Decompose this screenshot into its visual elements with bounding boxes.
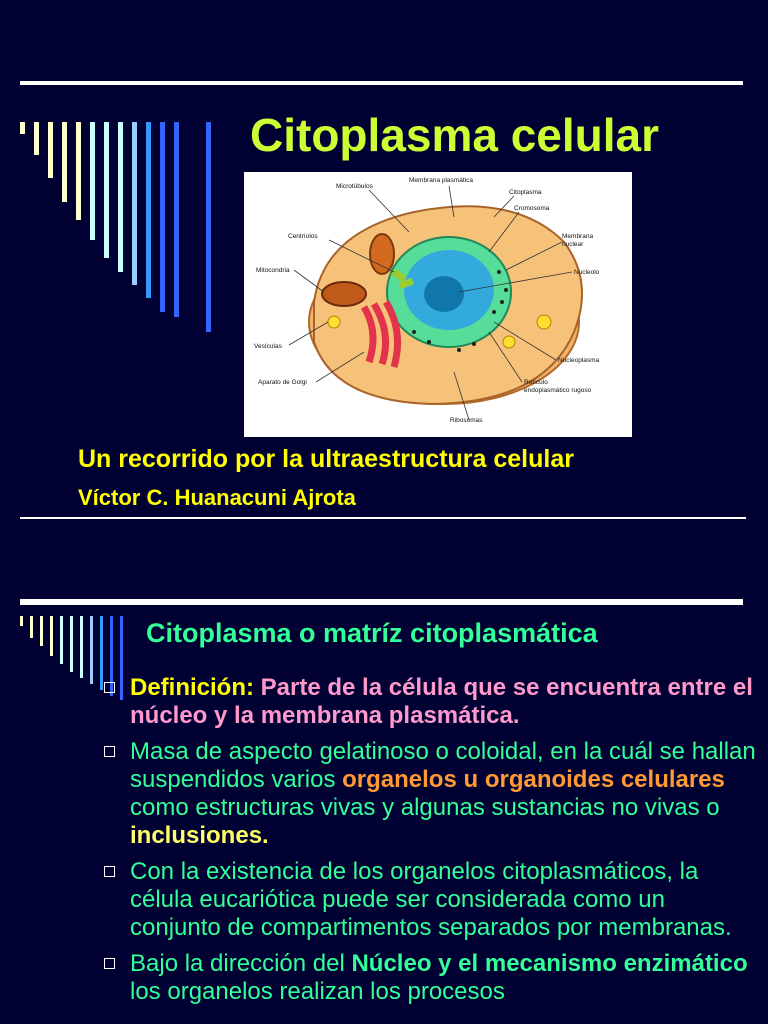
- bullet-span: Definición:: [130, 674, 261, 701]
- label-microtubulos: Microtúbulos: [336, 183, 373, 190]
- bar: [20, 616, 23, 626]
- bullet-span: los organelos realizan los procesos: [130, 978, 505, 1005]
- bar: [160, 122, 165, 312]
- bullet-span: Núcleo y el mecanismo enzimático: [351, 950, 748, 977]
- cell-diagram: [244, 172, 632, 437]
- label-aparato-golgi: Aparato de Golgi: [258, 379, 307, 386]
- slide-2: [0, 570, 768, 1024]
- label-nucleolo: Nucleolo: [574, 269, 600, 276]
- label-centriolos: Centríolos: [288, 233, 318, 240]
- bullet-span: organelos u organoides celulares: [342, 766, 725, 793]
- bar: [174, 122, 179, 317]
- label-citoplasma: Citoplasma: [509, 189, 542, 196]
- bar: [48, 122, 53, 178]
- top-rule: [20, 599, 743, 605]
- bullet-span: como estructuras vivas y algunas sustancias no vivas o: [130, 794, 720, 821]
- bullet-item: [100, 674, 760, 730]
- label-membrana-nuclear-2: nuclear: [562, 241, 584, 248]
- bullet-span: Parte de la célula que se encuentra entre el núcleo y la membrana plasmática.: [130, 674, 753, 729]
- bar: [40, 616, 43, 646]
- bar: [90, 122, 95, 240]
- bullet-item: [100, 738, 760, 850]
- bar: [62, 122, 67, 202]
- slide-subtitle: Un recorrido por la ultraestructura celular: [78, 445, 574, 473]
- bullet-text: [130, 950, 748, 1005]
- bullet-span: Con la existencia de los organelos citoplasmáticos, la célula eucariótica puede ser considerada como un conjunto de compartimentos separados por membranas.: [130, 858, 732, 941]
- bar: [70, 616, 73, 672]
- label-membrana-nuclear-1: Membrana: [562, 233, 594, 240]
- label-membrana-plasmatica: Membrana plasmática: [409, 177, 473, 184]
- slide-gap: [0, 540, 768, 570]
- bar: [132, 122, 137, 285]
- label-vesiculas: Vesículas: [254, 343, 282, 350]
- label-nucleoplasma: Nucleoplasma: [558, 357, 600, 364]
- slide-title: Citoplasma celular: [250, 109, 660, 161]
- bar: [34, 122, 39, 155]
- label-ribosomas: Ribosomas: [450, 417, 483, 424]
- bullet-text: [130, 858, 732, 941]
- slide-title: Citoplasma o matríz citoplasmática: [146, 618, 598, 648]
- label-reticulo-2: endoplasmático rugoso: [524, 387, 592, 394]
- label-reticulo-1: Retículo: [524, 379, 548, 386]
- top-rule: [20, 81, 743, 85]
- bar: [206, 122, 211, 332]
- cell-illustration: [244, 172, 632, 437]
- bar: [118, 122, 123, 272]
- square-bullet-icon: [104, 866, 115, 877]
- bottom-rule: [20, 517, 746, 519]
- label-mitocondria: Mitocondria: [256, 267, 290, 274]
- bar: [76, 122, 81, 220]
- label-cromosoma: Cromosoma: [514, 205, 550, 212]
- bullet-item: [100, 858, 760, 942]
- bar: [50, 616, 53, 656]
- bullet-item: [100, 950, 760, 1006]
- author-name: Víctor C. Huanacuni Ajrota: [78, 485, 356, 510]
- bullet-text: [130, 674, 753, 729]
- bar: [90, 616, 93, 684]
- bullet-span: Bajo la dirección del: [130, 950, 352, 977]
- bar: [30, 616, 33, 638]
- bar: [80, 616, 83, 678]
- bullet-span: inclusiones.: [130, 822, 269, 849]
- bar: [20, 122, 25, 134]
- square-bullet-icon: [104, 958, 115, 969]
- bullet-text: [130, 738, 756, 849]
- bullet-span: Masa de aspecto gelatinoso o coloidal, en la cuál se hallan suspendidos varios: [130, 738, 756, 793]
- bullet-list: [100, 674, 760, 1014]
- bar: [146, 122, 151, 298]
- square-bullet-icon: [104, 746, 115, 757]
- square-bullet-icon: [104, 682, 115, 693]
- bar: [60, 616, 63, 664]
- bar: [104, 122, 109, 258]
